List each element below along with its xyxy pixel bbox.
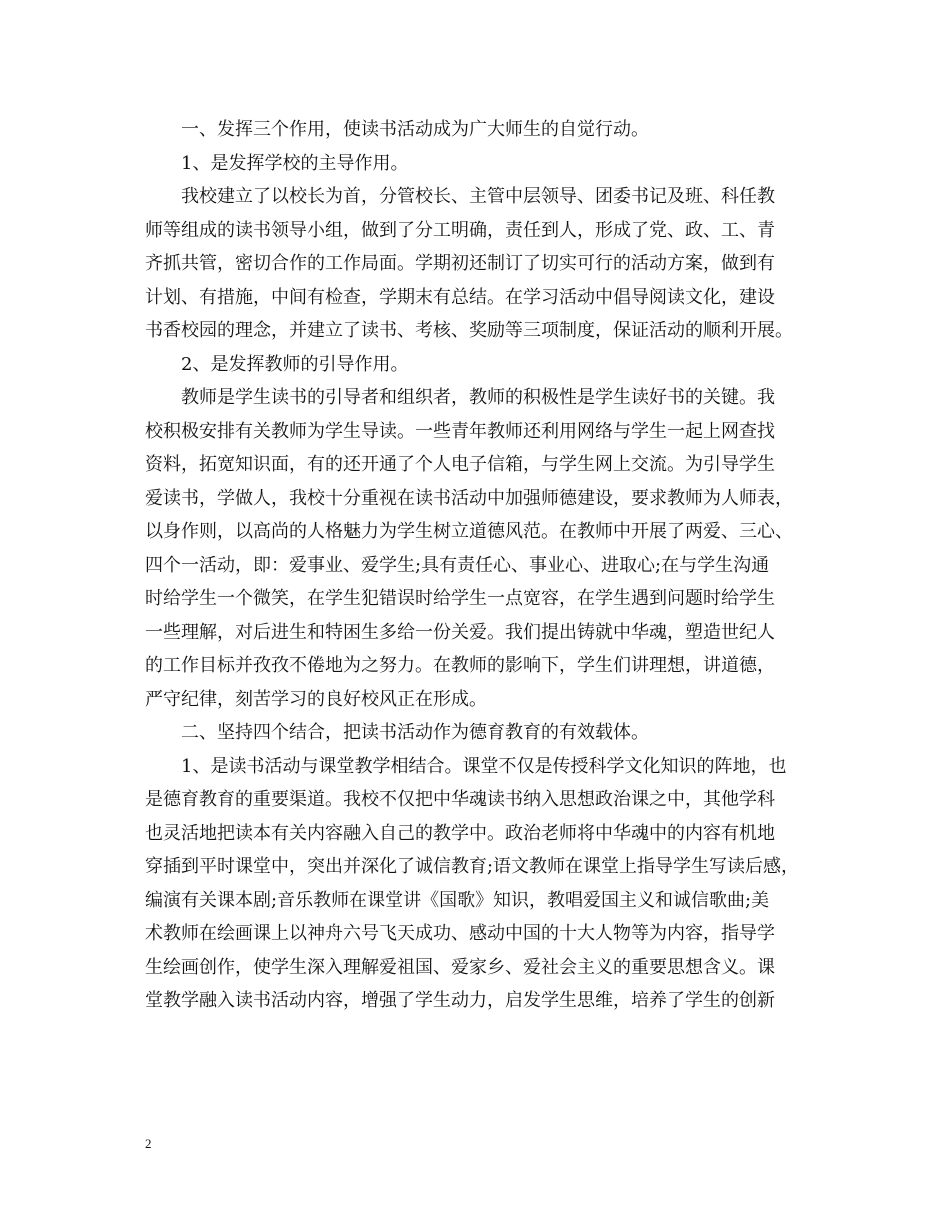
section-heading-1: 一、发挥三个作用，使读书活动成为广大师生的自觉行动。: [181, 119, 649, 140]
paragraph-line: 时给学生一个微笑，在学生犯错误时给学生一点宽容，在学生遇到问题时给学生: [145, 588, 775, 609]
paragraph-line: 四个一活动，即：爱事业、爱学生;具有责任心、事业心、进取心;在与学生沟通: [145, 554, 770, 576]
page-number: 2: [145, 1136, 152, 1151]
paragraph-line: 书香校园的理念，并建立了读书、考核、奖励等三项制度，保证活动的顺利开展。: [145, 320, 793, 341]
paragraph-line: 以身作则，以高尚的人格魅力为学生树立道德风范。在教师中开展了两爱、三心、: [145, 521, 793, 542]
paragraph-line: 资料，拓宽知识面，有的还开通了个人电子信箱，与学生网上交流。为引导学生: [145, 454, 775, 475]
paragraph-line: 术教师在绘画课上以神舟六号飞天成功、感动中国的十大人物等为内容，指导学: [145, 923, 775, 944]
paragraph-line: 教师是学生读书的引导者和组织者，教师的积极性是学生读好书的关键。我: [181, 387, 775, 408]
paragraph-line: 爱读书，学做人，我校十分重视在读书活动中加强师德建设，要求教师为人师表，: [145, 487, 793, 509]
paragraph-line: 生绘画创作，使学生深入理解爱祖国、爱家乡、爱社会主义的重要思想含义。课: [145, 956, 775, 978]
document-body: [145, 113, 810, 1018]
paragraph-line: 校积极安排有关教师为学生导读。一些青年教师还利用网络与学生一起上网查找: [145, 420, 775, 442]
paragraph-line: 师等组成的读书领导小组，做到了分工明确，责任到人，形成了党、政、工、青: [145, 219, 775, 241]
paragraph-line: 的工作目标并孜孜不倦地为之努力。在教师的影响下，学生们讲理想，讲道德，: [145, 655, 775, 676]
paragraph-line: 编演有关课本剧;音乐教师在课堂讲《国歌》知识，教唱爱国主义和诚信歌曲;美: [145, 889, 770, 911]
paragraph-line: 一些理解，对后进生和特困生多给一份关爱。我们提出铸就中华魂，塑造世纪人: [145, 621, 775, 643]
section-heading-2: 二、坚持四个结合，把读书活动作为德育教育的有效载体。: [181, 722, 649, 743]
paragraph-line: 齐抓共管，密切合作的工作局面。学期初还制订了切实可行的活动方案，做到有: [145, 253, 775, 274]
paragraph-line: 也灵活地把读本有关内容融入自己的教学中。政治老师将中华魂中的内容有机地: [145, 822, 775, 844]
subheading-1-2: 2、是发挥教师的引导作用。: [181, 353, 409, 375]
paragraph-line: 严守纪律，刻苦学习的良好校风正在形成。: [145, 688, 487, 710]
paragraph-line: 计划、有措施，中间有检查，学期末有总结。在学习活动中倡导阅读文化，建设: [145, 286, 775, 308]
paragraph-line: 我校建立了以校长为首，分管校长、主管中层领导、团委书记及班、科任教: [181, 186, 775, 207]
subheading-1-1: 1、是发挥学校的主导作用。: [181, 152, 409, 174]
paragraph-line: 堂教学融入读书活动内容，增强了学生动力，启发学生思维，培养了学生的创新: [145, 990, 775, 1011]
paragraph-line: 1、是读书活动与课堂教学相结合。课堂不仅是传授科学文化知识的阵地，也: [181, 755, 787, 777]
paragraph-line: 是德育教育的重要渠道。我校不仅把中华魂读书纳入思想政治课之中，其他学科: [145, 789, 775, 810]
paragraph-line: 穿插到平时课堂中，突出并深化了诚信教育;语文教师在课堂上指导学生写读后感，: [145, 856, 800, 877]
